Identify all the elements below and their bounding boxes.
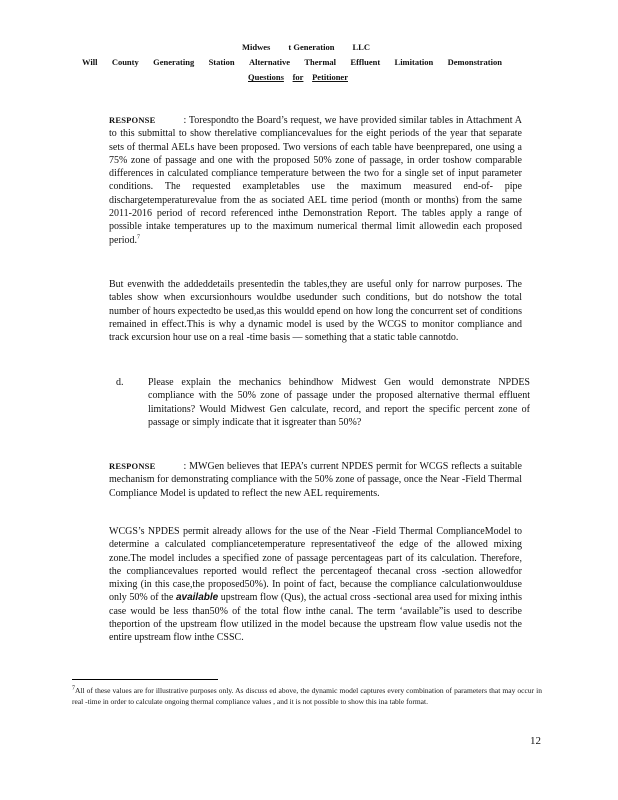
response-paragraph-2 [109,460,522,500]
header-word: Midwes [242,42,271,52]
header-word: for [292,72,304,82]
response-label: RESPONSE [109,115,156,125]
header-word: County [111,57,139,67]
paragraph-text: upstream flow (Qus), the actual cross -sectional area used for mixing inthis case would be less than50% of the total flow inthe canal. The term ‘available”is used to describe theportion of the upstream flow utilized in the model because the upstream flow value usedis not the entire upstream flow inthe CSSC. [109,592,523,644]
footnote-marker: 7 [72,685,75,692]
header-word: Alternative [248,57,291,67]
header-word: Limitation [394,57,434,67]
paragraph-text: : MWGen believes that IEPA’s current NPDES permit for WCGS reflects a suitable mechanism for demonstrating compliance with the 50% zone of passage, once the Near -Field Thermal Compliance Model is updated to reflect the new AEL requirements. [109,461,522,499]
paragraph-text: : Torespondto the Board’s request, we have provided similar tables in Attachment A to this submittal to show therelative compliancevalues for the eight periods of the year that separate sets of thermal AELs have been proposed. Two versions of each table have beenprepared, one using a 75% zone of passage and one with the proposed 50% zone of passage, in order toshow comparable differences in calculated compliance temperature between the two for a single set of input parameter conditions. The requested exampletables use the maximum measured end-of- pipe dischargetemperaturevalue from the as sociated AEL time period (month or months) from the same 2011-2016 period of record referenced inthe Demonstration Report. The tables apply a range of possible intake temperatures up to the maximum numerical thermal limit allowedin each proposed period. [109,115,522,246]
response-label: RESPONSE [109,461,156,471]
footnote-separator [72,679,218,680]
header-word: Demonstration [447,57,502,67]
header-word: LLC [352,42,370,52]
header-word: Thermal [304,57,337,67]
header-word: Station [208,57,235,67]
footnote [72,685,542,707]
question-letter: d. [116,377,124,388]
header-word: Petitioner [312,72,348,82]
header-line-1 [242,42,370,52]
header-word: Generating [153,57,195,67]
paragraph-text: WCGS’s NPDES permit already allows for the use of the Near -Field Thermal ComplianceModel to determine a calculated compliancetemperature representativeof the edge of the allowed mixing zone.The model includes a specified zone of passage percentageas part of its calculation. Therefore, the compliancevalues reported would reflect the percentageof thecanal cross -section allowedfor mixing (in this case,the proposed50%). In point of fact, because the compliance calculationwoulduse only 50% of the [109,526,522,604]
footnote-text: All of these values are for illustrative purposes only. As discuss ed above, the dynamic model captures every combination of parameters that may occur in real -time in order to calculate ongoing thermal compliance values , and it is not possible to show this ina table format. [72,686,542,706]
paragraph-2: But evenwith the addeddetails presentedin the tables,they are useful only for narrow purposes. The tables show when excursionhours wouldbe usedunder such conditions, but do notshow the total number of hours expectedto be used,as this wouldd epend on how long the concurrent set of conditions remained in effect.This is why a dynamic model is used by the WCGS to monitor compliance and track excursion hour use on a real -time basis — something that a static table cannotdo. [109,279,522,344]
header-word: Will [82,57,98,67]
emphasized-word: available [175,592,219,604]
header-word: t Generation [288,42,335,52]
header-line-2 [82,57,502,67]
paragraph-4 [109,525,522,645]
response-paragraph-1 [109,114,522,247]
header-word: Questions [248,72,284,82]
header-word: Effluent [350,57,381,67]
page-number: 12 [530,735,541,747]
question-text: Please explain the mechanics behindhow Midwest Gen would demonstrate NPDES compliance with the 50% zone of passage under the proposed alternative thermal effluent limitations? Would Midwest Gen calculate, record, and report the specific percent zone of passage or simply indicate that it isgreater than 50%? [148,377,530,428]
footnote-reference: 7 [137,234,141,241]
header-line-3 [248,72,348,82]
